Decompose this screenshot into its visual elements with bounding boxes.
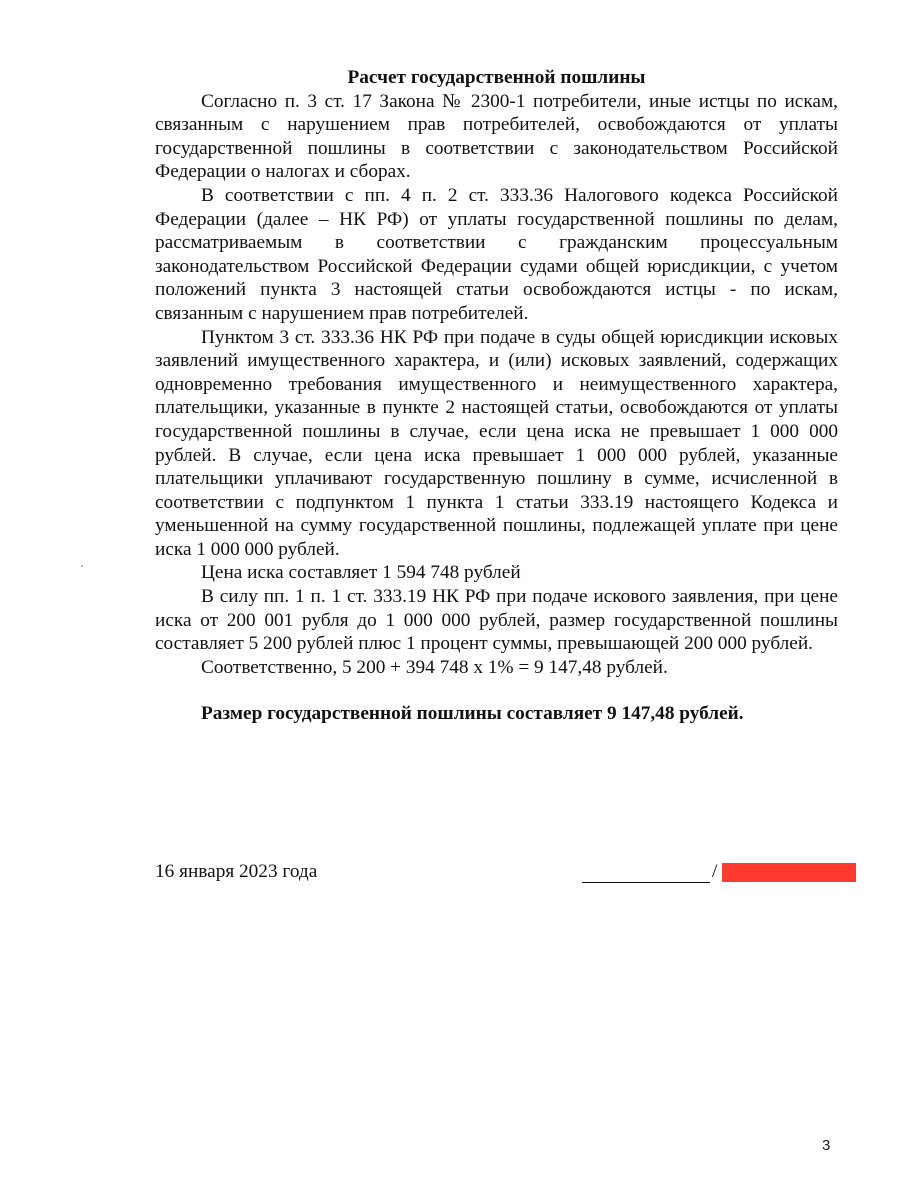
- signature-line: [582, 882, 710, 883]
- signature-slash: /: [712, 861, 718, 882]
- calculation-formula: Соответственно, 5 200 + 394 748 х 1% = 9 147,48 рублей.: [201, 656, 668, 678]
- paragraph-2: В соответствии с пп. 4 п. 2 ст. 333.36 Налогового кодекса Российской Федерации (далее – НК РФ) от уплаты государственной пошлины по делам, рассматриваемым в соответствии с гражданским процессуальным законодательством Российской Федерации судами общей юрисдикции, с учетом положений пункта 3 настоящей статьи освобождаются истцы - по искам, связанным с нарушением прав потребителей.: [155, 184, 838, 324]
- document-body: [155, 66, 838, 726]
- paragraph-3: Пунктом 3 ст. 333.36 НК РФ при подаче в суды общей юрисдикции исковых заявлений имущественного характера, и (или) исковых заявлений, содержащих одновременно требования имущественного и неимущественного характера, плательщики, указанные в пункте 2 настоящей статьи, освобождаются от уплаты государственной пошлины в случае, если цена иска не превышает 1 000 000 рублей. В случае, если цена иска превышает 1 000 000 рублей, указанные плательщики уплачивают государственную пошлину в сумме, исчисленной в соответствии с подпунктом 1 пункта 1 статьи 333.19 настоящего Кодекса и уменьшенной на сумму государственной пошлины, подлежащей уплате при цене иска 1 000 000 рублей.: [155, 326, 838, 560]
- paragraph-claim-price: Цена иска составляет 1 594 748 рублей: [201, 562, 521, 584]
- spacer: [155, 679, 838, 702]
- signature-date: 16 января 2023 года: [155, 861, 318, 882]
- scan-speck: [81, 565, 83, 567]
- page-number: 3: [822, 1137, 831, 1154]
- conclusion: Размер государственной пошлины составляет 9 147,48 рублей.: [201, 703, 744, 725]
- document-title: Расчет государственной пошлины: [347, 67, 646, 88]
- paragraph-4: В силу пп. 1 п. 1 ст. 333.19 НК РФ при подаче искового заявления, при цене иска от 200 001 рубля до 1 000 000 рублей, размер государственной пошлины составляет 5 200 рублей плюс 1 процент суммы, превышающей 200 000 рублей.: [155, 586, 838, 655]
- redaction-block: [722, 863, 856, 882]
- paragraph-1: Согласно п. 3 ст. 17 Закона № 2300-1 потребители, иные истцы по искам, связанным с нарушением прав потребителей, освобождаются от уплаты государственной пошлины в соответствии с законодательством Российской Федерации о налогах и сборах.: [155, 90, 838, 183]
